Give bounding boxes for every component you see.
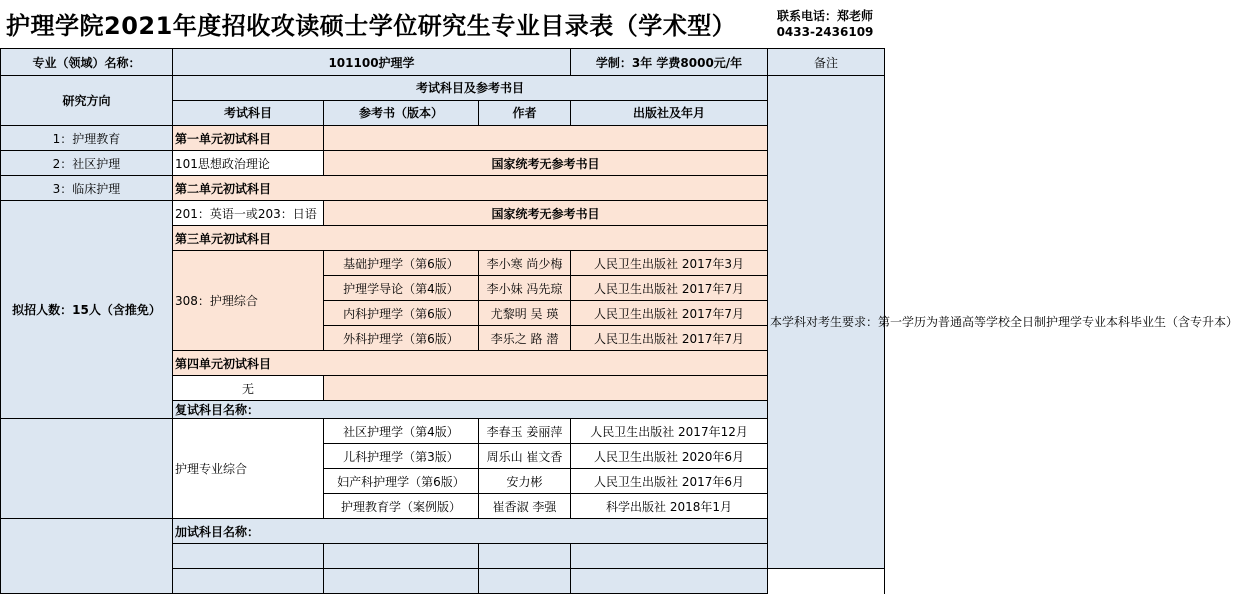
page-header bbox=[0, 0, 886, 48]
retest-publisher: 人民卫生出版社 2020年6月 bbox=[571, 444, 768, 469]
contact-phone: 0433-2436109 bbox=[776, 25, 874, 39]
additional-label-row bbox=[1, 519, 885, 544]
duration-fee: 学制：3年 学费8000元/年 bbox=[571, 49, 768, 76]
major-label: 专业（领域）名称： bbox=[1, 49, 173, 76]
quota-text: 拟招人数：15人（含推免） bbox=[12, 302, 161, 317]
unified-exam-note: 国家统考无参考书目 bbox=[324, 151, 768, 176]
research-direction-header: 研究方向 bbox=[1, 76, 173, 126]
retest-author: 崔香淑 李强 bbox=[479, 494, 571, 519]
major-catalog-table bbox=[0, 48, 1238, 594]
exam-header-row bbox=[1, 76, 885, 101]
retest-publisher: 人民卫生出版社 2017年6月 bbox=[571, 469, 768, 494]
unit3-label: 第三单元初试科目 bbox=[173, 226, 768, 251]
additional-label: 加试科目名称： bbox=[173, 519, 768, 544]
direction-1: 1：护理教育 bbox=[1, 126, 173, 151]
unit3-author: 李小妹 冯先琼 bbox=[479, 276, 571, 301]
unit3-book: 基础护理学（第6版） bbox=[324, 251, 479, 276]
empty-cell bbox=[571, 544, 768, 569]
unit3-author: 李小寒 尚少梅 bbox=[479, 251, 571, 276]
contact-info bbox=[766, 8, 884, 40]
major-row bbox=[1, 49, 885, 76]
unit3-publisher: 人民卫生出版社 2017年3月 bbox=[571, 251, 768, 276]
page-title: 护理学院2021年度招收攻读硕士学位研究生专业目录表（学术型） bbox=[6, 12, 737, 40]
direction-2: 2：社区护理 bbox=[1, 151, 173, 176]
retest-publisher: 科学出版社 2018年1月 bbox=[571, 494, 768, 519]
empty-cell bbox=[571, 569, 768, 594]
unit2-label: 第二单元初试科目 bbox=[173, 176, 768, 201]
unit3-book: 内科护理学（第6版） bbox=[324, 301, 479, 326]
retest-author: 安力彬 bbox=[479, 469, 571, 494]
retest-label: 复试科目名称： bbox=[173, 401, 885, 419]
unit3-author: 尤黎明 吴 瑛 bbox=[479, 301, 571, 326]
empty-cell bbox=[173, 544, 324, 569]
unified-exam-note-2: 国家统考无参考书目 bbox=[324, 201, 768, 226]
unit4-subject: 无 bbox=[173, 376, 324, 401]
col-author: 作者 bbox=[479, 101, 571, 126]
unit3-book: 护理学导论（第4版） bbox=[324, 276, 479, 301]
unit1-subject-row bbox=[1, 151, 885, 176]
col-publisher-year: 出版社及年月 bbox=[571, 101, 768, 126]
empty-cell bbox=[479, 569, 571, 594]
unit1-label-row bbox=[1, 126, 885, 151]
unit3-publisher: 人民卫生出版社 2017年7月 bbox=[571, 276, 768, 301]
additional-left-blank bbox=[1, 519, 173, 594]
unit2-subject: 201：英语一或203：日语 bbox=[173, 201, 324, 226]
direction-3: 3：临床护理 bbox=[1, 176, 173, 201]
unit3-book: 外科护理学（第6版） bbox=[324, 326, 479, 351]
unit3-publisher: 人民卫生出版社 2017年7月 bbox=[571, 326, 768, 351]
retest-author: 周乐山 崔文香 bbox=[479, 444, 571, 469]
empty-cell bbox=[324, 544, 479, 569]
retest-subject: 护理专业综合 bbox=[173, 419, 324, 519]
retest-book-row bbox=[1, 419, 885, 444]
retest-book: 护理教育学（案例版） bbox=[324, 494, 479, 519]
empty-cell bbox=[173, 569, 324, 594]
major-name: 101100护理学 bbox=[173, 49, 571, 76]
retest-author: 李春玉 姜丽萍 bbox=[479, 419, 571, 444]
retest-left-blank bbox=[1, 419, 173, 519]
retest-publisher: 人民卫生出版社 2017年12月 bbox=[571, 419, 768, 444]
unit1-subject: 101思想政治理论 bbox=[173, 151, 324, 176]
unit3-subject: 308：护理综合 bbox=[173, 251, 324, 351]
col-reference-book: 参考书（版本） bbox=[324, 101, 479, 126]
retest-book: 社区护理学（第4版） bbox=[324, 419, 479, 444]
unit2-label-row bbox=[1, 176, 885, 201]
unit3-author: 李乐之 路 潜 bbox=[479, 326, 571, 351]
retest-book: 儿科护理学（第3版） bbox=[324, 444, 479, 469]
unit1-label: 第一单元初试科目 bbox=[173, 126, 324, 151]
remark-cell bbox=[768, 76, 1238, 569]
retest-book: 妇产科护理学（第6版） bbox=[324, 469, 479, 494]
unit2-subject-row bbox=[1, 201, 885, 226]
remark-text: 本学科对考生要求：第一学历为普通高等学校全日制护理学专业本科毕业生（含专升本） bbox=[770, 314, 1238, 329]
unit4-empty bbox=[324, 376, 768, 401]
empty-cell bbox=[324, 569, 479, 594]
quota-cell bbox=[1, 201, 173, 419]
unit1-empty bbox=[324, 126, 768, 151]
empty-cell bbox=[479, 544, 571, 569]
remarks-header: 备注 bbox=[768, 49, 885, 76]
col-exam-subject: 考试科目 bbox=[173, 101, 324, 126]
unit3-publisher: 人民卫生出版社 2017年7月 bbox=[571, 301, 768, 326]
exam-books-header: 考试科目及参考书目 bbox=[173, 76, 768, 101]
unit4-label: 第四单元初试科目 bbox=[173, 351, 768, 376]
contact-label: 联系电话：郑老师 bbox=[776, 9, 873, 23]
